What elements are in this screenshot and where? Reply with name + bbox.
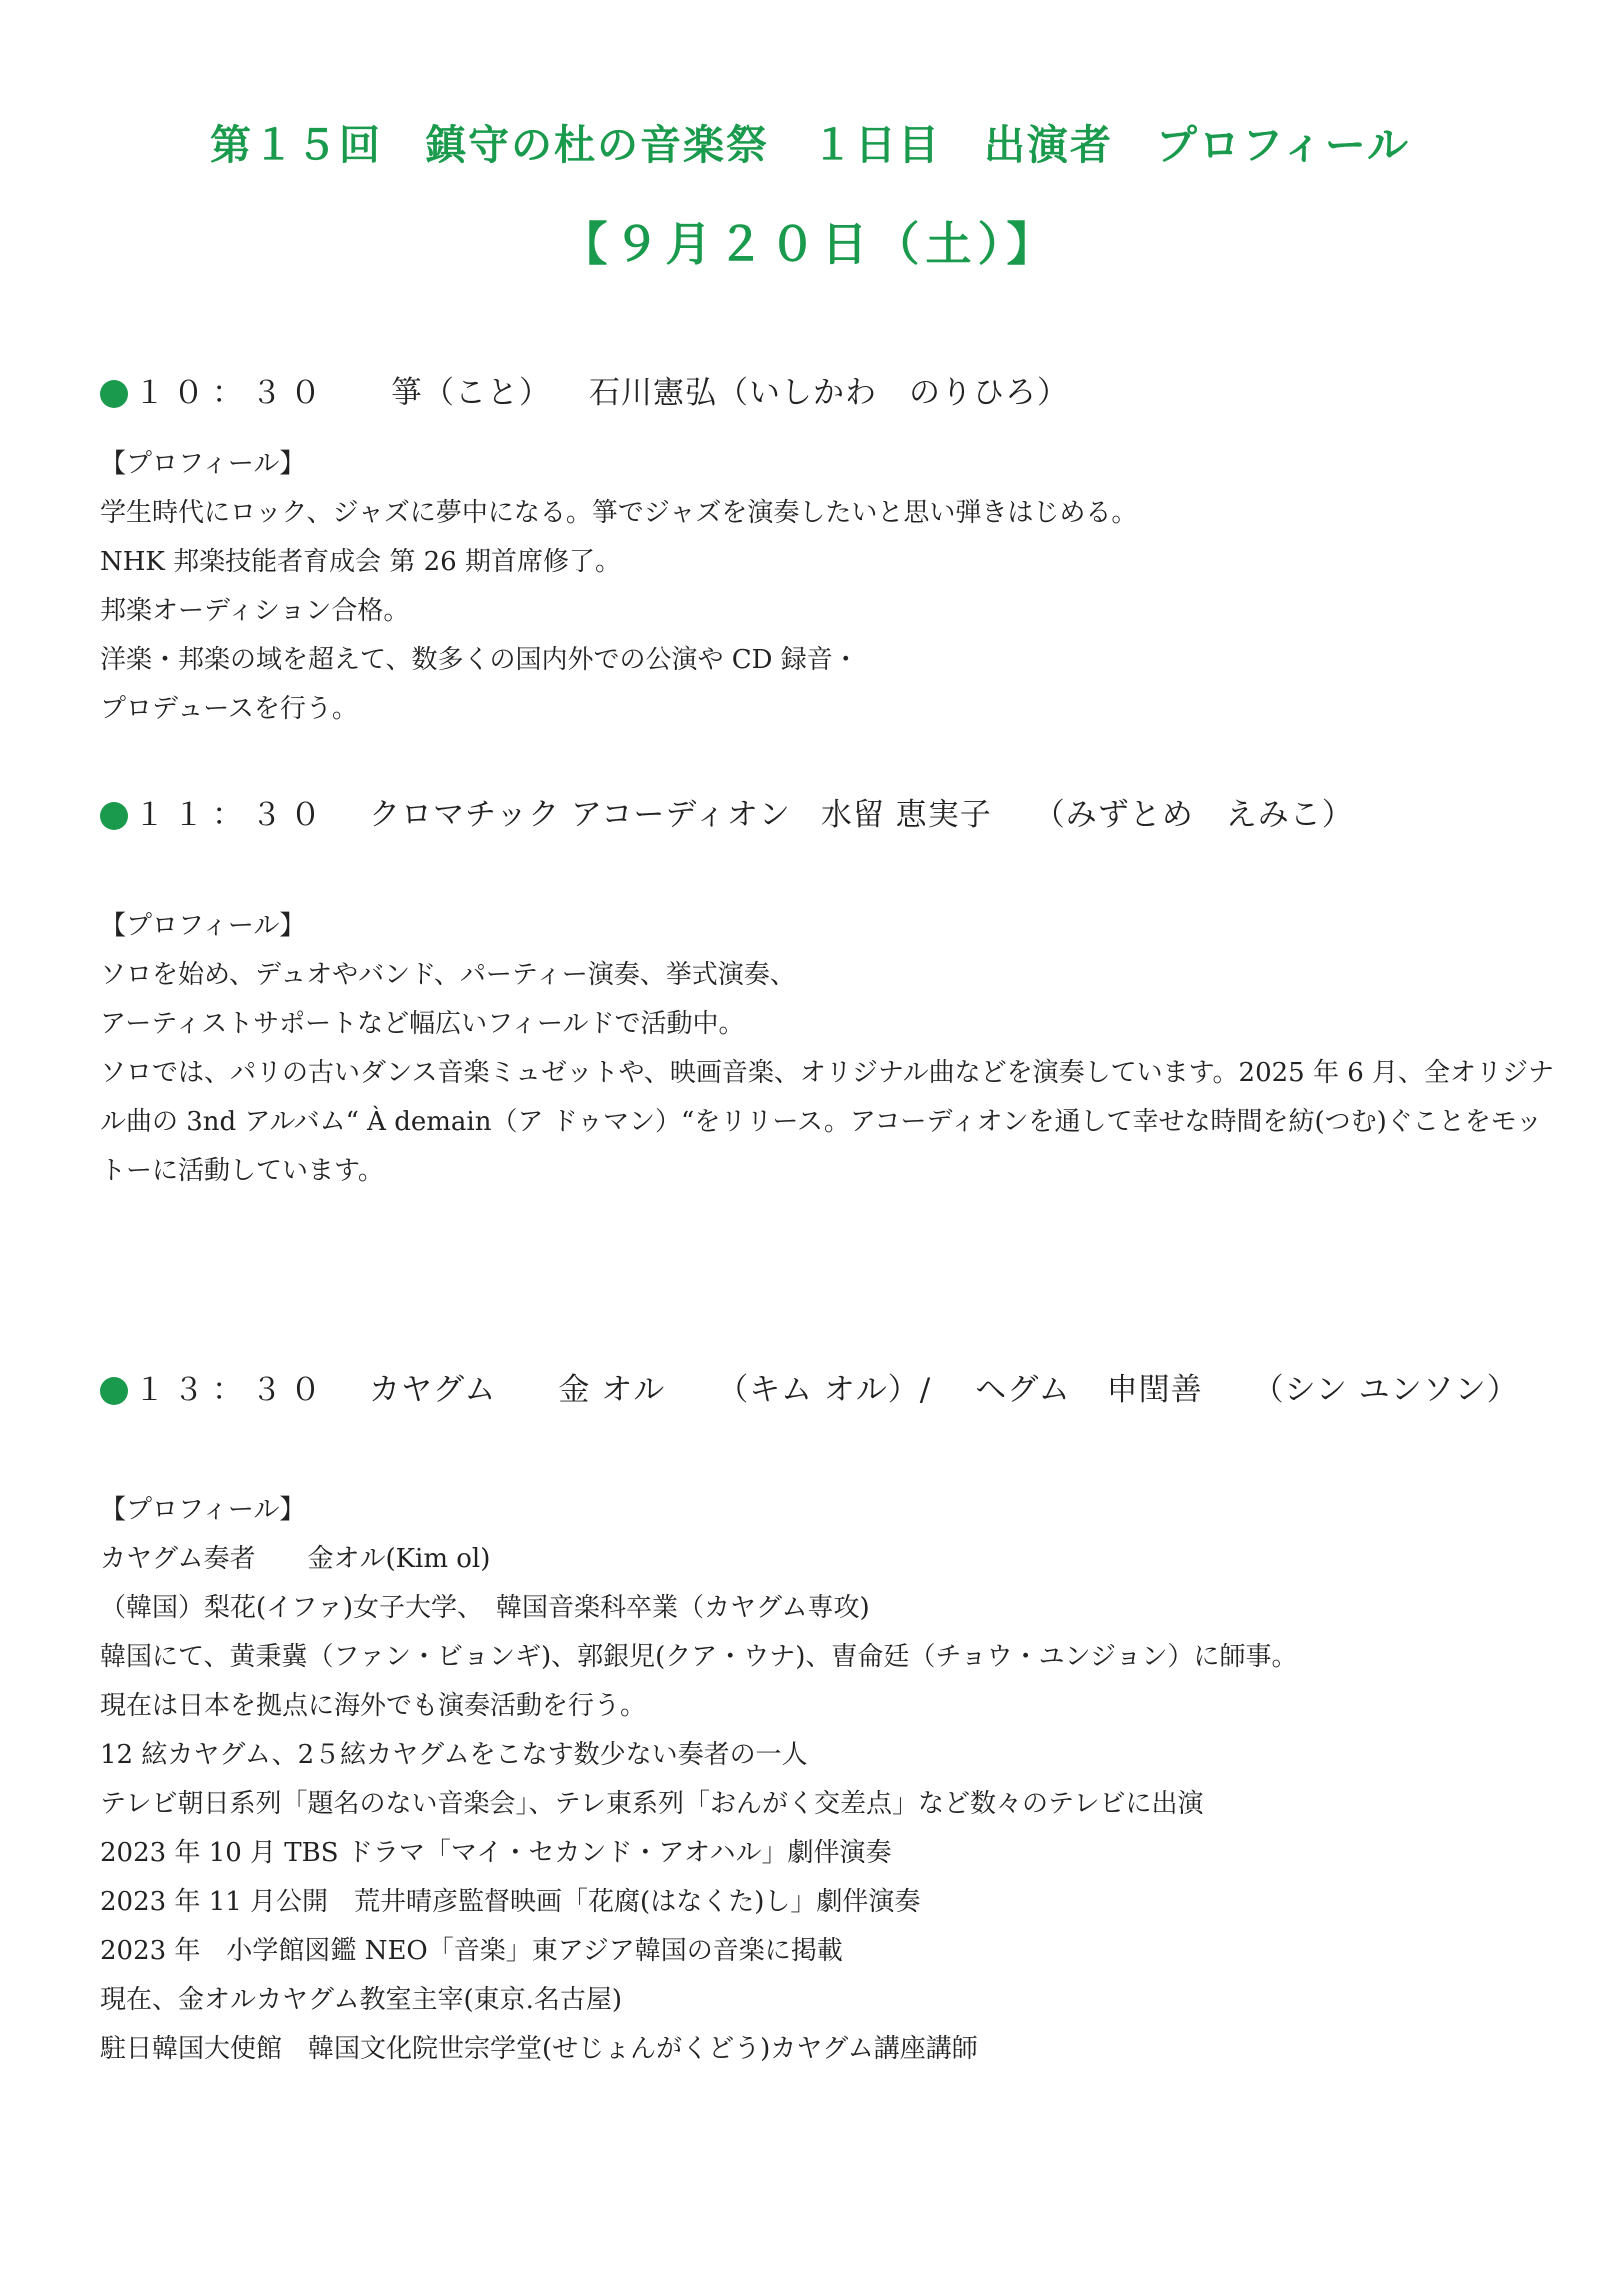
profile-block-3	[100, 1486, 1560, 2074]
performer-name: 水留 恵実子	[820, 797, 992, 833]
profile-line: 現在は日本を拠点に海外でも演奏活動を行う。	[100, 1691, 647, 1721]
profile-line: 邦楽オーディション合格。	[100, 596, 410, 626]
profile-block-2	[100, 902, 1560, 1196]
instrument: ヘグム	[975, 1372, 1071, 1408]
profile-line: 2023 年 小学館図鑑 NEO「音楽」東アジア韓国の音楽に掲載	[100, 1936, 843, 1966]
section-time: １０：３０	[134, 375, 329, 411]
profile-line: ソロを始め、デュオやバンド、パーティー演奏、挙式演奏、	[100, 960, 796, 990]
page-date: 【９月２０日（土）】	[561, 217, 1059, 271]
profile-line: 2023 年 11 月公開 荒井晴彦監督映画「花腐(はなくた)し」劇伴演奏	[100, 1887, 921, 1917]
green-bullet-icon	[100, 380, 128, 408]
profile-line: 駐日韓国大使館 韓国文化院世宗学堂(せじょんがくどう)カヤグム講座講師	[100, 2034, 978, 2064]
profile-line: NHK 邦楽技能者育成会 第 26 期首席修了。	[100, 547, 621, 577]
section-time: １１：３０	[134, 797, 329, 833]
instrument: クロマチック アコーディオン	[369, 797, 791, 833]
instrument: カヤグム	[369, 1372, 497, 1408]
profile-line: 2023 年 10 月 TBS ドラマ「マイ・セカンド・アオハル」劇伴演奏	[100, 1838, 892, 1868]
profile-label: 【プロフィール】	[100, 1495, 306, 1525]
profile-label: 【プロフィール】	[100, 911, 306, 941]
profile-paragraph: ソロでは、パリの古いダンス音楽ミュゼットや、映画音楽、オリジナル曲などを演奏しています。2025 年 6 月、全オリジナル曲の 3nd アルバム“ À demain（ア ドゥマン）“をリリース。アコーディオンを通して幸せな時間を紡(つむ)ぐことをモットーに活動しています。	[100, 1058, 1555, 1186]
profile-line: カヤグム奏者 金オル(Kim ol)	[100, 1544, 491, 1574]
performer-name: 金 オル	[558, 1372, 666, 1408]
instrument: 箏（こと）	[391, 375, 551, 411]
profile-line: 韓国にて、黄秉冀（ファン・ビョンギ)、郭銀児(クア・ウナ)、曺侖廷（チョウ・ユンジョン）に師事。	[100, 1642, 1298, 1672]
profile-line: （韓国）梨花(イファ)女子大学、 韓国音楽科卒業（カヤグム専攻)	[100, 1593, 870, 1623]
performer-reading: （シン ユンソン）	[1252, 1372, 1519, 1408]
profile-line: プロデュースを行う。	[100, 694, 358, 724]
profile-line: 学生時代にロック、ジャズに夢中になる。箏でジャズを演奏したいと思い弾きはじめる。	[100, 498, 1138, 528]
green-bullet-icon	[100, 802, 128, 830]
section-header-1	[100, 375, 1107, 411]
profile-line: 現在、金オルカヤグム教室主宰(東京.名古屋)	[100, 1985, 623, 2015]
profile-line: 洋楽・邦楽の域を超えて、数多くの国内外での公演や CD 録音・	[100, 645, 859, 675]
performer-name: 申閏善	[1106, 1372, 1203, 1408]
performer-reading: （キム オル）/	[717, 1372, 932, 1408]
profile-block-1	[100, 440, 1560, 734]
page-title: 第１５回 鎮守の杜の音楽祭 １日目 出演者 プロフィール	[210, 121, 1410, 169]
profile-line: 12 絃カヤグム、2５絃カヤグムをこなす数少ない奏者の一人	[100, 1740, 808, 1770]
section-header-3	[100, 1372, 1557, 1408]
green-bullet-icon	[100, 1377, 128, 1405]
performer-name: 石川憲弘（いしかわ のりひろ）	[589, 375, 1069, 411]
profile-line: アーティストサポートなど幅広いフィールドで活動中。	[100, 1009, 745, 1039]
section-header-2	[100, 797, 1392, 833]
performer-reading: （みずとめ えみこ）	[1033, 797, 1354, 833]
profile-line: テレビ朝日系列「題名のない音楽会」、テレ東系列「おんがく交差点」など数々のテレビに出演	[100, 1789, 1204, 1819]
profile-label: 【プロフィール】	[100, 449, 306, 479]
section-time: １３：３０	[134, 1372, 329, 1408]
